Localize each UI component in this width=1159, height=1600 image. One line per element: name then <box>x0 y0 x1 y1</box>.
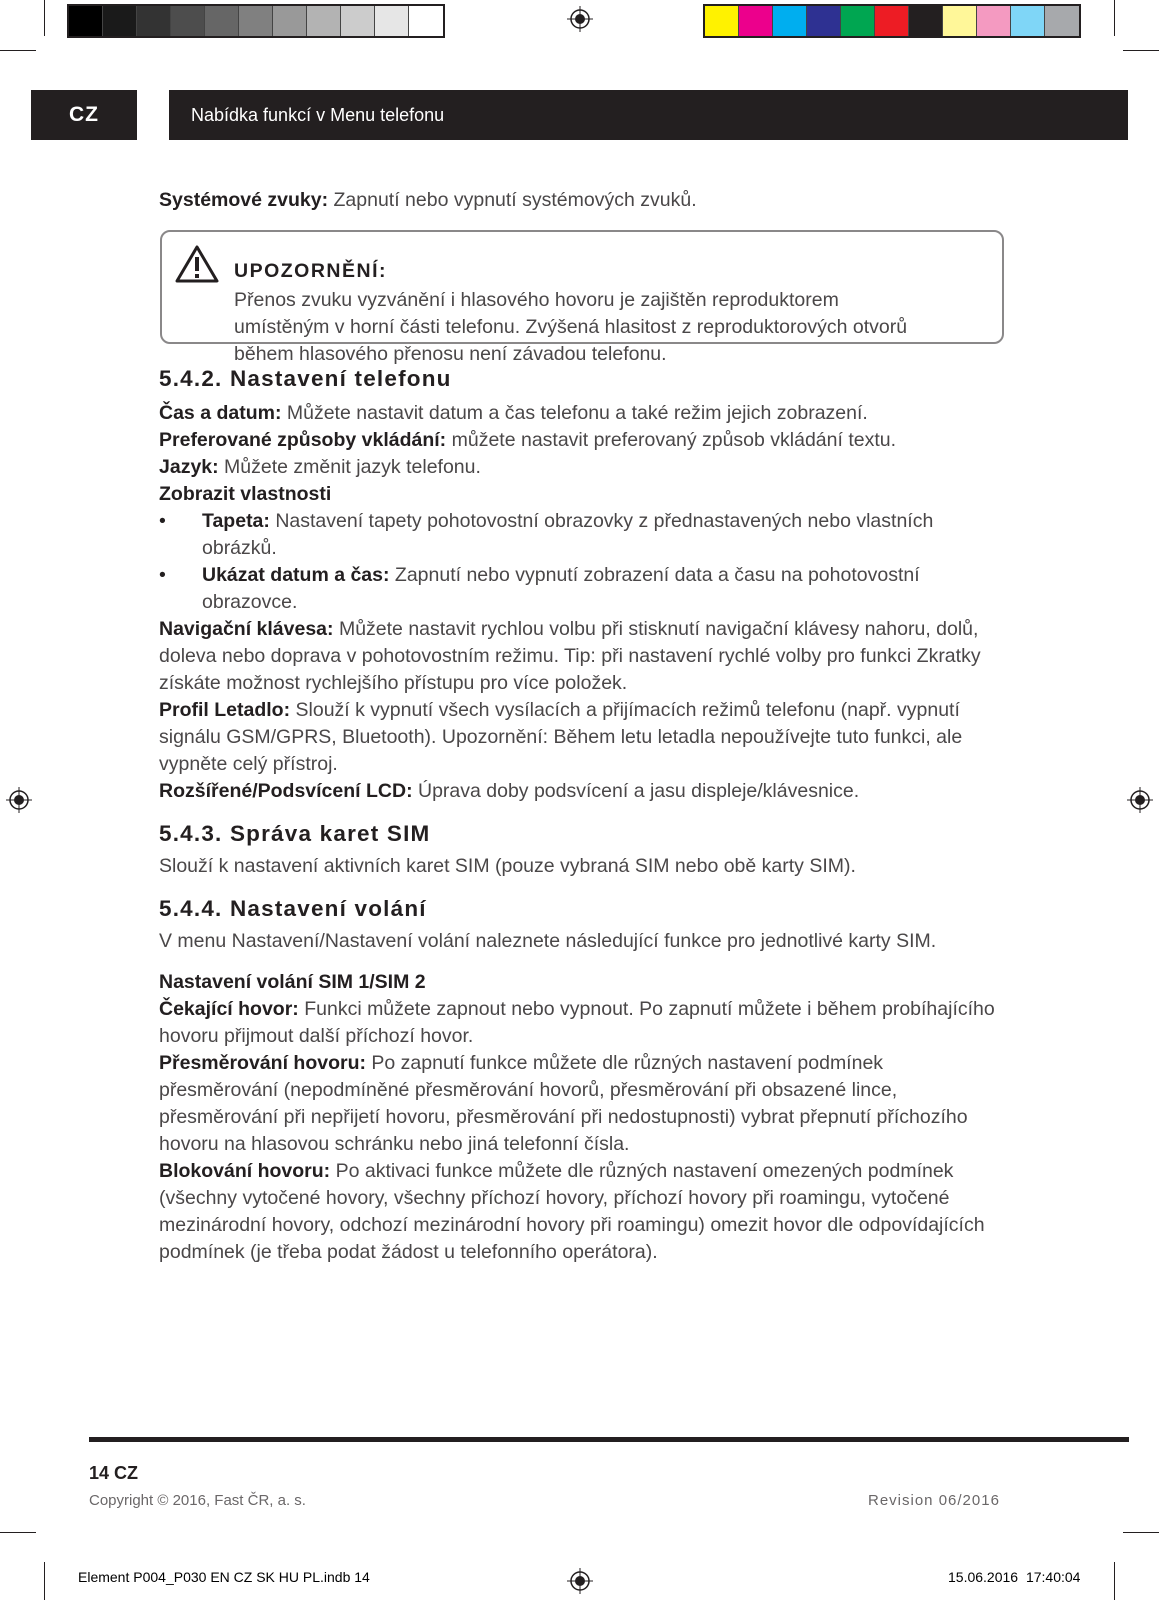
crop-mark <box>1114 1562 1115 1600</box>
gray-swatch <box>307 6 341 36</box>
term-text: Můžete nastavit rychlou volbu při stisknutí navigační klávesy nahoru, dolů, doleva nebo doprava v pohotovostním režimu. Tip: při nastavení rychlé volby pro funkci Zkratky získáte možnost rychlejšího přístupu pro více položek. <box>159 618 981 694</box>
header-title: Nabídka funkcí v Menu telefonu <box>191 105 445 125</box>
page-header <box>31 90 1128 140</box>
section-heading-5-4-4: 5.4.4. Nastavení volání <box>159 896 427 921</box>
slug-filename: Element P004_P030 EN CZ SK HU PL.indb 14 <box>78 1569 370 1585</box>
call-forwarding-paragraph <box>159 1050 1004 1158</box>
sim-management-paragraph: Slouží k nastavení aktivních karet SIM (pouze vybraná SIM nebo obě karty SIM). <box>159 855 856 877</box>
crop-mark <box>44 1562 45 1600</box>
term-label: Blokování hovoru: <box>159 1160 331 1182</box>
term-text: Po aktivaci funkce můžete dle různých nastavení omezených podmínek (všechny vytočené hovory, všechny příchozí hovory, příchozí hovory při roamingu, vytočené mezinárodní hovory, odchozí mezinárodní hovory při roamingu) omezit hovor dle odpovídajících podmínek (je třeba podat žádost u telefonního operátora). <box>159 1160 985 1263</box>
lcd-backlight-paragraph <box>159 778 1004 805</box>
term-text: Zapnutí nebo vypnutí systémových zvuků. <box>328 189 697 211</box>
crop-mark <box>44 0 45 36</box>
term-text: Můžete nastavit datum a čas telefonu a také režim jejich zobrazení. <box>281 402 868 424</box>
term-label: Čas a datum: <box>159 402 282 424</box>
warning-title: UPOZORNĚNÍ: <box>234 260 387 282</box>
term-text: můžete nastavit preferovaný způsob vkládání textu. <box>446 429 897 451</box>
process-color-bar <box>703 4 1081 38</box>
crop-mark <box>1123 50 1159 51</box>
registration-mark-icon <box>567 1568 593 1594</box>
flight-profile-paragraph <box>159 697 1004 778</box>
gray-swatch <box>239 6 273 36</box>
term-label: Přesměrování hovoru: <box>159 1052 366 1074</box>
color-swatch <box>875 6 909 36</box>
warning-triangle-icon <box>174 244 220 284</box>
color-swatch <box>1011 6 1045 36</box>
crop-mark <box>0 1532 36 1533</box>
language-tag: CZ <box>69 103 99 126</box>
warning-line: během hlasového přenosu není závadou telefonu. <box>234 343 667 365</box>
term-label: Tapeta: <box>202 510 270 532</box>
display-properties-heading: Zobrazit vlastnosti <box>159 483 332 505</box>
section-heading-5-4-3: 5.4.3. Správa karet SIM <box>159 821 431 846</box>
call-barring-paragraph <box>159 1158 1004 1266</box>
gray-swatch <box>375 6 409 36</box>
language-paragraph <box>159 454 1004 481</box>
grayscale-bar <box>67 4 445 38</box>
gray-swatch <box>273 6 307 36</box>
term-label: Čekající hovor: <box>159 998 299 1020</box>
color-swatch <box>943 6 977 36</box>
term-label: Ukázat datum a čas: <box>202 564 390 586</box>
page-number: 14 CZ <box>89 1463 139 1483</box>
time-date-paragraph <box>159 400 1004 427</box>
header-separator <box>137 90 169 140</box>
color-swatch <box>807 6 841 36</box>
term-label: Profil Letadlo: <box>159 699 291 721</box>
input-method-paragraph <box>159 427 1004 454</box>
color-swatch <box>1045 6 1079 36</box>
gray-swatch <box>171 6 205 36</box>
revision: Revision 06/2016 <box>868 1492 1000 1509</box>
color-swatch <box>739 6 773 36</box>
slug-timestamp: 15.06.2016 17:40:04 <box>948 1569 1081 1585</box>
page-content <box>159 187 1004 1266</box>
gray-swatch <box>341 6 375 36</box>
gray-swatch <box>69 6 103 36</box>
term-text: Po zapnutí funkce můžete dle různých nastavení podmínek přesměrování (nepodmíněné přesměrování hovorů, přesměrování při obsazené lince, přesměrování při nepřijetí hovoru, přesměrování při nedostupnosti) vybrat přepnutí příchozího hovoru na hlasovou schránku nebo jiná telefonní čísla. <box>159 1052 968 1155</box>
list-item <box>159 562 1004 616</box>
crop-mark <box>1114 0 1115 36</box>
warning-line: umístěným v horní části telefonu. Zvýšená hlasitost z reproduktorových otvorů <box>234 316 908 338</box>
system-sounds-paragraph <box>159 187 1004 214</box>
term-text: Úprava doby podsvícení a jasu displeje/klávesnice. <box>412 780 860 802</box>
registration-mark-icon <box>6 787 32 813</box>
gray-swatch <box>103 6 137 36</box>
crop-mark <box>0 50 36 51</box>
registration-mark-icon <box>567 6 593 32</box>
list-item <box>159 508 1004 562</box>
term-label: Jazyk: <box>159 456 219 478</box>
section-heading-5-4-2: 5.4.2. Nastavení telefonu <box>159 366 452 391</box>
term-text: Nastavení tapety pohotovostní obrazovky z přednastavených nebo vlastních obrázků. <box>202 510 934 559</box>
gray-swatch <box>137 6 171 36</box>
call-waiting-paragraph <box>159 996 1004 1050</box>
term-text: Zapnutí nebo vypnutí zobrazení data a času na pohotovostní obrazovce. <box>202 564 920 613</box>
color-swatch <box>909 6 943 36</box>
warning-box <box>160 230 1004 365</box>
crop-mark <box>1123 1532 1159 1533</box>
warning-line: Přenos zvuku vyzvánění i hlasového hovoru je zajištěn reproduktorem <box>234 289 839 311</box>
call-settings-intro: V menu Nastavení/Nastavení volání naleznete následující funkce pro jednotlivé karty SIM. <box>159 930 937 952</box>
color-swatch <box>841 6 875 36</box>
term-label: Systémové zvuky: <box>159 189 329 211</box>
gray-swatch <box>409 6 443 36</box>
color-swatch <box>705 6 739 36</box>
copyright: Copyright © 2016, Fast ČR, a. s. <box>89 1492 306 1509</box>
term-label: Preferované způsoby vkládání: <box>159 429 447 451</box>
registration-mark-icon <box>1127 787 1153 813</box>
display-properties-list <box>159 508 1004 616</box>
term-label: Rozšířené/Podsvícení LCD: <box>159 780 413 802</box>
term-text: Funkci můžete zapnout nebo vypnout. Po zapnutí můžete i během probíhajícího hovoru přijmout další příchozí hovor. <box>159 998 995 1047</box>
nav-key-paragraph <box>159 616 1004 697</box>
color-swatch <box>977 6 1011 36</box>
term-label: Navigační klávesa: <box>159 618 334 640</box>
footer-rule <box>89 1437 1129 1442</box>
term-text: Slouží k vypnutí všech vysílacích a přijímacích režimů telefonu (např. vypnutí signálu GSM/GPRS, Bluetooth). Upozornění: Během letu letadla nepoužívejte tuto funkci, ale vypněte celý přístroj. <box>159 699 963 775</box>
gray-swatch <box>205 6 239 36</box>
term-text: Můžete změnit jazyk telefonu. <box>218 456 481 478</box>
color-swatch <box>773 6 807 36</box>
call-settings-subheading: Nastavení volání SIM 1/SIM 2 <box>159 971 426 993</box>
